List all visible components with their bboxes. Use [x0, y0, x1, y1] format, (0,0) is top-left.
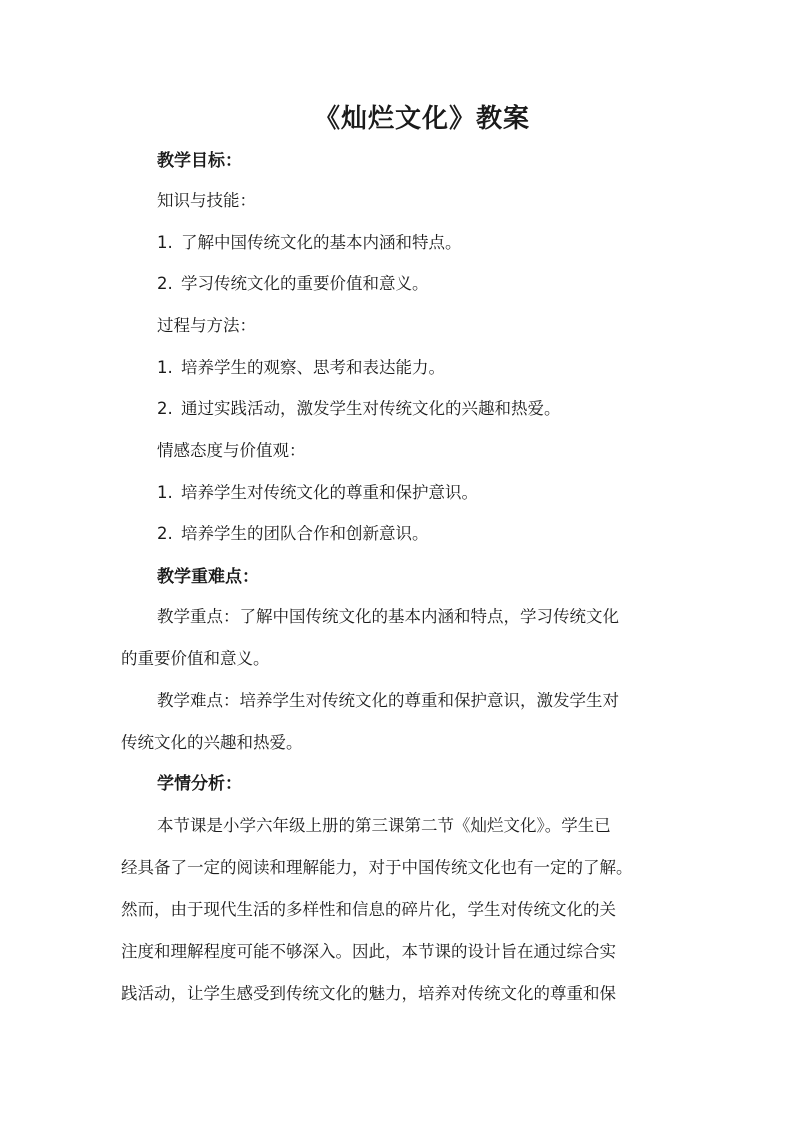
analysis-line-3: 然而，由于现代生活的多样性和信息的碎片化，学生对传统文化的关	[121, 900, 616, 919]
emotion-item-2	[157, 523, 429, 545]
item-number: 1.	[157, 483, 173, 502]
document-title: 《灿烂文化》教案	[313, 104, 530, 134]
item-number: 1.	[157, 233, 173, 252]
process-item-2	[157, 398, 561, 420]
item-text: 培养学生的团队合作和创新意识。	[181, 524, 429, 543]
item-number: 1.	[157, 358, 173, 377]
knowledge-label: 知识与技能：	[157, 191, 256, 210]
emotion-item-1	[157, 482, 478, 504]
process-label: 过程与方法：	[157, 316, 256, 335]
item-number: 2.	[157, 524, 173, 543]
difficulty-text-line-1: 教学难点：培养学生对传统文化的尊重和保护意识，激发学生对	[157, 691, 619, 710]
item-number: 2.	[157, 399, 173, 418]
focus-text-line-2: 的重要价值和意义。	[121, 649, 270, 668]
item-text: 了解中国传统文化的基本内涵和特点。	[181, 233, 462, 252]
item-text: 培养学生对传统文化的尊重和保护意识。	[181, 483, 478, 502]
difficulty-text-line-2: 传统文化的兴趣和热爱。	[121, 733, 303, 752]
knowledge-item-1	[157, 232, 462, 254]
knowledge-item-2	[157, 273, 429, 295]
analysis-line-2: 经具备了一定的阅读和理解能力，对于中国传统文化也有一定的了解。	[121, 858, 633, 877]
item-text: 培养学生的观察、思考和表达能力。	[181, 358, 445, 377]
analysis-line-4: 注度和理解程度可能不够深入。因此，本节课的设计旨在通过综合实	[121, 942, 616, 961]
analysis-line-1: 本节课是小学六年级上册的第三课第二节《灿烂文化》。学生已	[157, 816, 611, 835]
item-number: 2.	[157, 274, 173, 293]
objectives-heading: 教学目标：	[157, 151, 242, 171]
item-text: 通过实践活动，激发学生对传统文化的兴趣和热爱。	[181, 399, 561, 418]
analysis-heading: 学情分析：	[157, 774, 242, 794]
key-points-heading: 教学重难点：	[157, 567, 259, 587]
item-text: 学习传统文化的重要价值和意义。	[181, 274, 429, 293]
analysis-line-5: 践活动，让学生感受到传统文化的魅力，培养对传统文化的尊重和保	[121, 984, 616, 1003]
process-item-1	[157, 357, 445, 379]
emotion-label: 情感态度与价值观：	[157, 441, 306, 460]
focus-text-line-1: 教学重点：了解中国传统文化的基本内涵和特点，学习传统文化	[157, 607, 619, 626]
